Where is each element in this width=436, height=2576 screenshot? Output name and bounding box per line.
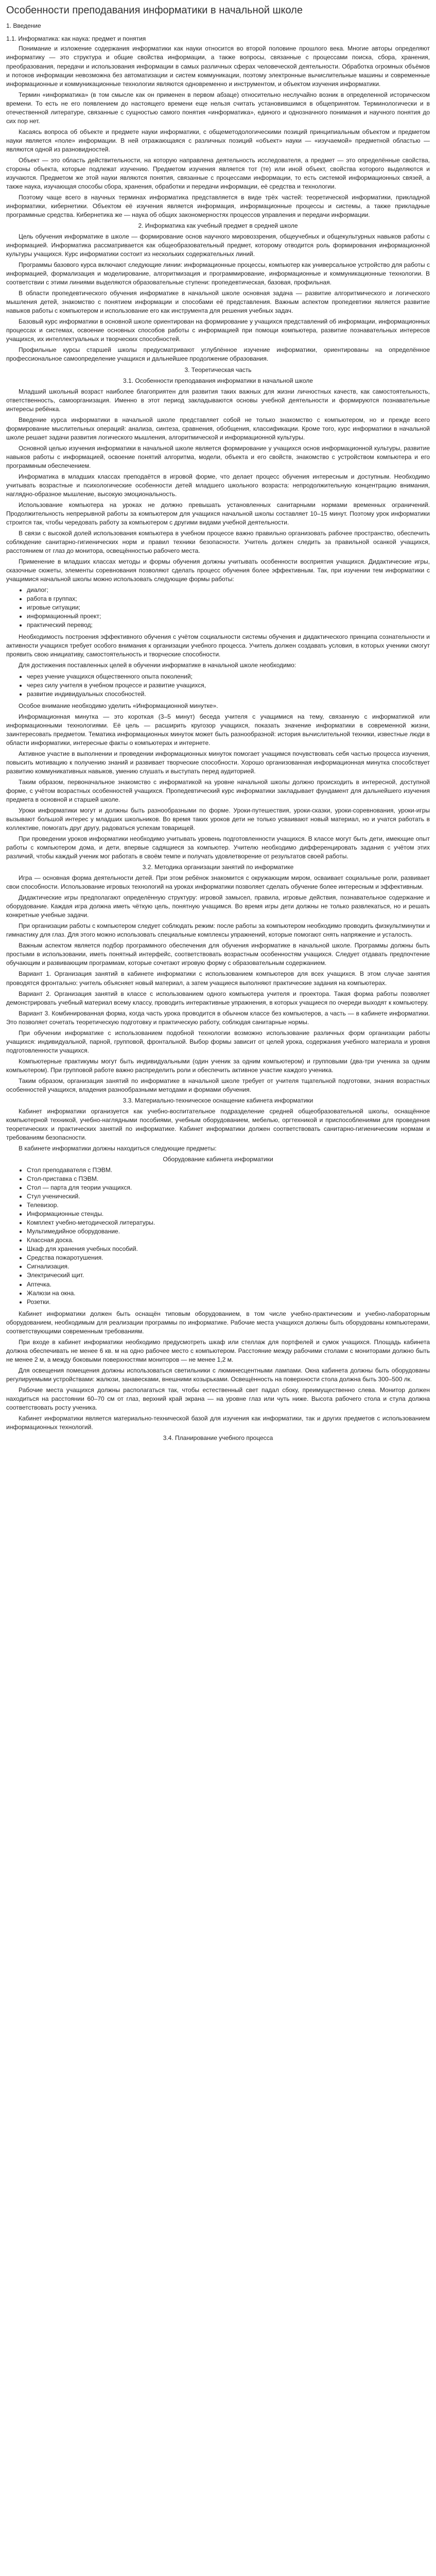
paragraph: В области пропедевтического обучения информатике в начальной школе основная задача — развитие алгоритмического и логического мышления детей, знакомство с понятием информации и способами её представления. Важным аспектом пропедевтики является развитие навыков работы с компьютером и использование его как инструмента для решения учебных задач. bbox=[6, 290, 430, 315]
paragraph: Введение курса информатики в начальной школе представляет собой не только знакомство с компьютером, но и прежде всего формирование мыслительных операций: анализа, синтеза, сравнения, обобщения, классификации. Кроме того, курс информатики в начальной школе решает задачи развития логического мышления, алгоритмической и информационной культуры. bbox=[6, 416, 430, 441]
section-heading-1-1: 1.1. Информатика: как наука: предмет и понятия bbox=[6, 35, 146, 43]
list-item: • Электрический щит. bbox=[27, 1271, 430, 1280]
paragraph: Таким образом, организация занятий по информатике в начальной школе требует от учителя тщательной подготовки, знания возрастных особенностей учащихся, владения разнообразными методами и формами обучения. bbox=[6, 1077, 430, 1093]
goals-list bbox=[27, 672, 430, 699]
section-2-body bbox=[6, 232, 430, 363]
equipment-heading: Оборудование кабинета информатики bbox=[163, 1156, 273, 1163]
list-item: • практический перевод; bbox=[27, 621, 430, 630]
section-3-1-body bbox=[6, 387, 430, 861]
list-item: • Телевизор. bbox=[27, 1201, 430, 1210]
paragraph: Применение в младших классах методы и формы обучения должны учитывать особенности восприятия учащихся. Дидактические игры, сказочные сюжеты, элементы соревнования позволяют сделать процесс обучения более эффективным. Так, при изучении тем информатики с учащимися начальной школы можно использовать следующие формы работы: bbox=[6, 558, 430, 583]
paragraph: Информатика в младших классах преподаётся в игровой форме, что делает процесс обучения интересным и доступным. Необходимо учитывать возрастные и психологические особенности детей младшего школьного возраста: непродолжительную концентрацию внимания, наглядно-образное мышление, высокую эмоциональность. bbox=[6, 472, 430, 498]
paragraph: Термин «информатика» (в том смысле как он применен в первом абзаце) относительно неслучайно возник в определенной историческом времени. То есть не его появлением до настоящего времени еще нельзя считать установившимся в общепринятом. Терминологически и в отечественной литературе, связанные с сущностью самого понятия «информатика», единого и однозначного понимания и научного понятия до сих пор нет. bbox=[6, 91, 430, 125]
section-heading-3-4: 3.4. Планирование учебного процесса bbox=[163, 1434, 273, 1442]
paragraph: Компьютерные практикумы могут быть индивидуальными (один ученик за одним компьютером) и групповыми (два-три ученика за одним компьютером). При групповой работе важно распределить роли и обеспечить активное участие каждого ученика. bbox=[6, 1057, 430, 1074]
list-item: • Шкаф для хранения учебных пособий. bbox=[27, 1245, 430, 1253]
list-item: • игровые ситуации; bbox=[27, 603, 430, 612]
list-item: • Стол-приставка с ПЭВМ. bbox=[27, 1175, 430, 1183]
paragraph: Кабинет информатики организуется как учебно-воспитательное подразделение средней общеобразовательной школы, оснащённое компьютерной техникой, учебно-наглядными пособиями, учебным оборудованием, мебелью, оргтехникой и приспособлениями для проведения теоретических и практических занятий по информатике. Кабинет информатики должен соответствовать санитарно-гигиеническим нормам и требованиям безопасности. bbox=[6, 1107, 430, 1142]
paragraph: Цель обучения информатике в школе — формирование основ научного мировоззрения, общеучебных и общекультурных навыков работы с информацией. Информатика рассматривается как общеобразовательный предмет, которому отводится роль формирования информационной культуры учащихся. Курс информатики состоит из нескольких содержательных линий. bbox=[6, 233, 430, 258]
section-heading-3-3: 3.3. Материально-техническое оснащение кабинета информатики bbox=[123, 1096, 313, 1104]
section-heading-3-2: 3.2. Методика организации занятий по информатике bbox=[142, 863, 294, 871]
list-item: • Информационные стенды. bbox=[27, 1210, 430, 1218]
paragraph: Важным аспектом является подбор программного обеспечения для обучения информатике в начальной школе. Программы должны быть простыми в использовании, иметь понятный интерфейс, соответствовать возрастным особенностям учащихся. Следует отдавать предпочтение обучающим и развивающим программам, которые сочетают игровую форму с образовательным содержанием. bbox=[6, 942, 430, 967]
list-item: • Стол — парта для теории учащихся. bbox=[27, 1183, 430, 1192]
paragraph: В кабинете информатики должны находиться следующие предметы: bbox=[19, 1145, 217, 1153]
section-3-3-body bbox=[6, 1107, 430, 1432]
section-1-body bbox=[6, 44, 430, 219]
paragraph: Объект — это область действительности, на которую направлена деятельность исследователя, а предмет — это определённые свойства, стороны объекта, которые подлежат изучению. Предметом изучения является тот (те) или иной объект, свойства которого выделяются и изучаются. Предметом же этой науки являются понятия, связанные с процессами информации, то есть системой информационных связей, а также наука, изучающая способы сбора, хранения, обработки и передачи информации, её средства и технологии. bbox=[6, 156, 430, 190]
section-heading-3: 3. Теоретическая часть bbox=[184, 366, 252, 374]
paragraph: Рабочие места учащихся должны располагаться так, чтобы естественный свет падал сбоку, преимущественно слева. Монитор должен находиться на расстоянии 60–70 см от глаз, верхний край экрана — на уровне глаз или чуть ниже. Высота рабочего стола и стула должна соответствовать росту ученика. bbox=[6, 1386, 430, 1411]
paragraph: Младший школьный возраст наиболее благоприятен для развития таких важных для жизни личностных качеств, как самостоятельность, ответственность, самоорганизация. Именно в этот период закладываются основы учебной деятельности и формируются познавательные интересы ребёнка. bbox=[6, 387, 430, 413]
paragraph: Информационная минутка — это короткая (3–5 минут) беседа учителя с учащимися на тему, связанную с информатикой или информационными технологиями. Её цель — расширить кругозор учащихся, показать значение информатики в современной жизни, заинтересовать предметом. Тематика информационных минуток может быть разнообразной: история вычислительной техники, известные люди в области информатики, интересные факты о компьютерах и интернете. bbox=[6, 713, 430, 747]
paragraph: Базовый курс информатики в основной школе ориентирован на формирование у учащихся представлений об информации, информационных процессах и системах, освоение основных способов работы с информацией при помощи компьютера, развитие познавательных интересов учащихся, их интеллектуальных и творческих способностей. bbox=[6, 318, 430, 343]
section-3-2-body bbox=[6, 874, 430, 1094]
paragraph: Понимание и изложение содержания информатики как науки относится во второй половине прошлого века. Многие авторы определяют информатику — это структура и общие свойства информации, а также вопросы, связанные с процессами поиска, сбора, хранения, преобразования, передачи и использования информации в самых различных сферах человеческой деятельности. Обработка огромных объёмов и потоков информации невозможна без автоматизации и систем коммуникации, поэтому электронные вычислительные машины и современные информационные и коммуникационные технологии являются одновременно и инструментом, и объектом изучения информатики. bbox=[6, 45, 430, 88]
list-item: • информационный проект; bbox=[27, 612, 430, 621]
paragraph: Программы базового курса включают следующие линии: информационные процессы, компьютер как универсальное устройство для работы с информацией, формализация и моделирование, алгоритмизация и программирование, информационные и коммуникационные технологии. В соответствии с этими линиями выделяются образовательные ступени: пропедевтическая, базовая, профильная. bbox=[6, 261, 430, 286]
document bbox=[6, 0, 430, 1455]
equipment-list bbox=[27, 1166, 430, 1307]
paragraph: Активное участие в выполнении и проведении информационных минуток помогает учащимся почувствовать себя частью процесса изучения, повысить мотивацию к получению знаний и развивает творческие способности. Хорошо организованная информационная минутка способствует развитию коммуникативных навыков, умению слушать и выступать перед аудиторией. bbox=[6, 750, 430, 775]
paragraph: При входе в кабинет информатики необходимо предусмотреть шкаф или стеллаж для портфелей и сумок учащихся. Площадь кабинета должна обеспечивать не менее 6 кв. м на одно рабочее место с компьютером. Расстояние между рабочими столами с мониторами должно быть не менее 2 м, а между боковыми поверхностями мониторов — не менее 1,2 м. bbox=[6, 1338, 430, 1363]
paragraph: При организации работы с компьютером следует соблюдать режим: после работы за компьютером необходимо проводить физкультминутки и гимнастику для глаз. Для этого можно использовать специальные комплексы упражнений, которые помогают снять напряжение и усталость. bbox=[6, 922, 430, 939]
list-item: • Жалюзи на окна. bbox=[27, 1289, 430, 1298]
list-item: • Классная доска. bbox=[27, 1236, 430, 1245]
page-title: Особенности преподавания информатики в начальной школе bbox=[6, 5, 303, 16]
section-heading-2: 2. Информатика как учебный предмет в средней школе bbox=[138, 222, 298, 230]
paragraph: Таким образом, первоначальное знакомство с информатикой на уровне начальной школы должно происходить в интересной, доступной форме, с учётом возрастных особенностей учащихся. Пропедевтический курс информатики закладывает фундамент для дальнейшего изучения предмета в основной и старшей школе. bbox=[6, 778, 430, 803]
list-item: • диалог; bbox=[27, 586, 430, 595]
paragraph: Дидактические игры предполагают определённую структуру: игровой замысел, правила, игровые действия, познавательное содержание и оборудование. Каждая игра должна иметь чёткую цель, понятную учащимся. Во время игры дети должны не только развлекаться, но и решать конкретные учебные задачи. bbox=[6, 894, 430, 919]
forms-list bbox=[27, 586, 430, 630]
list-item: • Средства пожаротушения. bbox=[27, 1253, 430, 1262]
page-end bbox=[6, 1445, 430, 1451]
paragraph: Основной целью изучения информатики в начальной школе является формирование у учащихся основ информационной культуры, развитие навыков работы с информацией, освоение понятий алгоритма, модели, объекта и его свойств, знакомство с устройством компьютера и его программным обеспечением. bbox=[6, 444, 430, 469]
paragraph: Использование компьютера на уроках не должно превышать установленных санитарными нормами временных ограничений. Продолжительность непрерывной работы за компьютером для учащихся начальной школы составляет 10–15 минут. Поэтому урок информатики строится так, чтобы чередовать работу за компьютером с другими видами учебной деятельности. bbox=[6, 501, 430, 527]
paragraph: Касаясь вопроса об объекте и предмете науки информатики, с общеметодологическими позиций принципиальным объектом и предметом науки является «поле» информации. В ней отражающаяся с различных позиций «объект» науки — «изучаемой» предметной областью — являются одной из разновидностей. bbox=[6, 128, 430, 153]
paragraph: Необходимость построения эффективного обучения с учётом социальности системы обучения и дидактического принципа сознательности и активности учащихся требует особого внимания к организации учебного процесса. Учитель должен создавать условия, в которых ученики смогут проявить свою инициативу, самостоятельность и творческие способности. bbox=[6, 633, 430, 658]
list-item: • Аптечка. bbox=[27, 1280, 430, 1289]
paragraph: Игра — основная форма деятельности детей. При этом ребёнок знакомится с окружающим миром, осваивает социальные роли, развивает свои способности. Использование игровых технологий на уроках информатики позволяет сделать обучение более интересным и эффективным. bbox=[6, 874, 430, 891]
list-item: • Комплект учебно-методической литературы. bbox=[27, 1218, 430, 1227]
list-item: • через силу учителя в учебном процессе и развитие учащихся, bbox=[27, 681, 430, 690]
list-item: • через учение учащихся общественного опыта поколений; bbox=[27, 672, 430, 681]
list-item: • развитие индивидуальных способностей. bbox=[27, 690, 430, 699]
list-item: • Стул ученический. bbox=[27, 1192, 430, 1201]
paragraph: Кабинет информатики является материально-технической базой для изучения как информатики, так и других предметов с использованием информационных технологий. bbox=[6, 1414, 430, 1431]
paragraph: Кабинет информатики должен быть оснащён типовым оборудованием, в том числе учебно-практическим и учебно-лабораторным оборудованием, необходимым для реализации программы по информатике. Рабочие места учащихся должны быть оборудованы компьютерами, соответствующими современным требованиям. bbox=[6, 1310, 430, 1335]
section-heading-3-1: 3.1. Особенности преподавания информатики в начальной школе bbox=[123, 377, 313, 384]
paragraph: Вариант 1. Организация занятий в кабинете информатики с использованием компьютеров для всех учащихся. В этом случае занятия проводятся фронтально: учитель объясняет новый материал, а затем учащиеся выполняют практические задания на компьютерах. bbox=[6, 970, 430, 987]
paragraph: Поэтому чаще всего в научных терминах информатика представляется в виде трёх частей: теоретической информатики, прикладной информатики, кибернетики. Объектом её изучения является информация, информационные процессы и системы, а также прикладные программные средства. Кибернетика же — наука об общих закономерностях процессов управления и передачи информации. bbox=[6, 193, 430, 219]
paragraph: Уроки информатики могут и должны быть разнообразными по форме. Уроки-путешествия, уроки-сказки, уроки-соревнования, уроки-игры вызывают большой интерес у младших школьников. Во время таких уроков дети не только усваивают новый материал, но и учатся работать в коллективе, помогать друг другу, радоваться успехам товарищей. bbox=[6, 806, 430, 832]
paragraph: Особое внимание необходимо уделить «Информационной минутке». bbox=[19, 702, 218, 709]
paragraph: В связи с высокой долей использования компьютера в учебном процессе важно правильно организовать рабочее пространство, обеспечить соблюдение санитарно-гигиенических норм и правил техники безопасности. Учитель должен следить за правильной осанкой учащихся, расстоянием от глаз до монитора, освещённостью рабочего места. bbox=[6, 530, 430, 555]
paragraph: Профильные курсы старшей школы предусматривают углублённое изучение информатики, ориентированы на определённое профессиональное самоопределение учащихся и дальнейшее продолжение образования. bbox=[6, 346, 430, 363]
paragraph: Для достижения поставленных целей в обучении информатике в начальной школе необходимо: bbox=[19, 662, 297, 669]
section-heading-intro: 1. Введение bbox=[6, 22, 41, 30]
paragraph: При проведении уроков информатики необходимо учитывать уровень подготовленности учащихся. В классе могут быть дети, имеющие опыт работы с компьютером дома, и дети, впервые садящиеся за компьютер. Учителю необходимо дифференцировать задания с учётом этих различий, чтобы каждый ученик мог работать в своём темпе и получать удовлетворение от результатов своей работы. bbox=[6, 835, 430, 860]
list-item: • работа в группах; bbox=[27, 595, 430, 603]
paragraph: Вариант 2. Организация занятий в классе с использованием одного компьютера учителя и проектора. Такая форма работы позволяет демонстрировать учебный материал всему классу, проводить интерактивные упражнения, в которых учащиеся по очереди выходят к компьютеру. bbox=[6, 990, 430, 1006]
list-item: • Сигнализация. bbox=[27, 1262, 430, 1271]
paragraph: При обучении информатике с использованием подобной технологии возможно использование различных форм организации работы учащихся: индивидуальной, парной, групповой, фронтальной. Выбор формы зависит от целей урока, содержания учебного материала и уровня подготовленности учащихся. bbox=[6, 1029, 430, 1054]
list-item: • Мультимедийное оборудование. bbox=[27, 1227, 430, 1236]
list-item: • Стол преподавателя с ПЭВМ. bbox=[27, 1166, 430, 1175]
paragraph: Вариант 3. Комбинированная форма, когда часть урока проводится в обычном классе без компьютеров, а часть — в кабинете информатики. Это позволяет сочетать теоретическую подготовку и практическую работу, соблюдая санитарные нормы. bbox=[6, 1009, 430, 1026]
list-item: • Розетки. bbox=[27, 1298, 430, 1307]
paragraph: Для освещения помещения должны использоваться светильники с люминесцентными лампами. Окна кабинета должны быть оборудованы регулируемыми устройствами: жалюзи, занавесками, внешними козырьками. Освещённость на поверхности стола должна быть 300–500 лк. bbox=[6, 1366, 430, 1383]
